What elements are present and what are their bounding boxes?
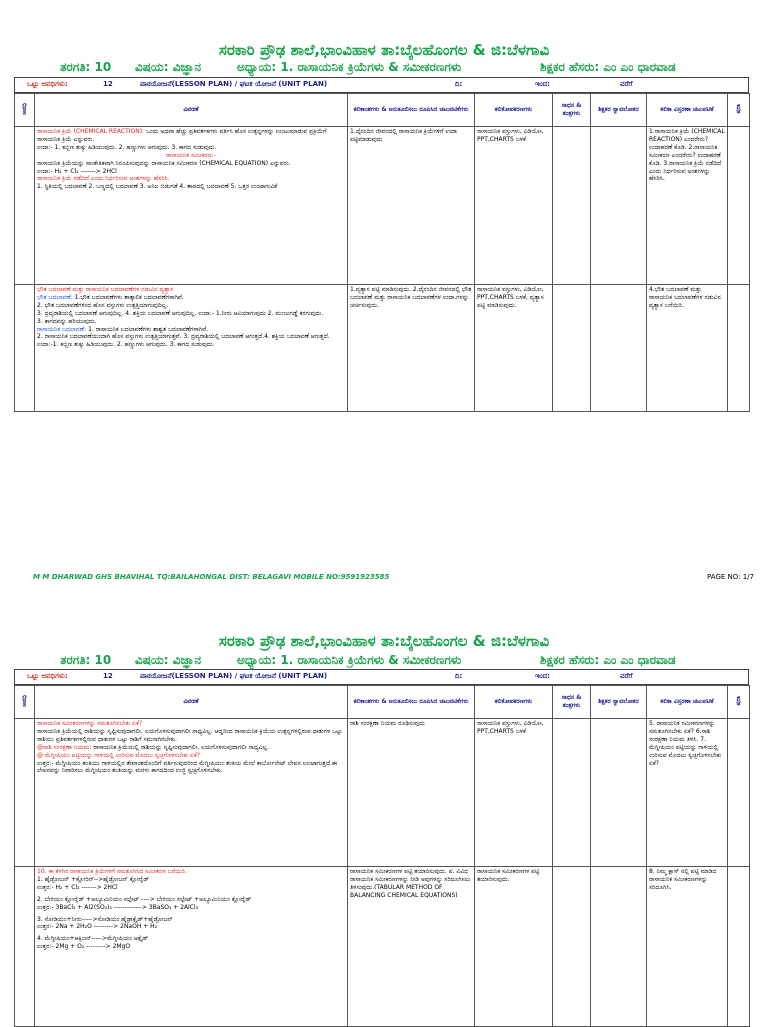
lesson-plan-table (14, 685, 750, 1027)
chapter-label: ಅಧ್ಯಾಯ: 1. ರಾಸಾಯನಿಕ ಕ್ರಿಯೆಗಳು & ಸಮೀಕರಣಗಳು (237, 60, 462, 74)
periods-value: 12 (103, 80, 113, 88)
plan-label: ಪಾಠಯೋಜನೆ(LESSON PLAN) / ಘಟಕ ಯೋಜನೆ (UNIT PLAN) (140, 80, 328, 88)
plan-label: ಪಾಠಯೋಜನೆ(LESSON PLAN) / ಘಟಕ ಯೋಜನೆ (UNIT PLAN) (140, 672, 328, 680)
col-header-tools: ಸಾಧನ & ತಂತ್ರಗಳು (553, 686, 591, 719)
col-header-details: ವಿವರಣೆ (35, 94, 348, 127)
activities-cell: 1.ವ್ಯತ್ಯಾಸ ಪಟ್ಟಿ ಮಾಡಿಸುವುದು. 2.ದೈನಂದಿನ ಜೀವನದಲ್ಲಿ ಭೌತ ಬದಲಾವಣೆ ಮತ್ತು ರಾಸಾಯನಿಕ ಬದಲಾವಣೆಗಳ ಉದಾ.ಗಳನ್ನು ಚರ್ಚಿಸುವುದು. (348, 285, 475, 412)
outcomes-cell: ರಾಸಾಯನಿಕ ವಸ್ತುಗಳು, ವಿಡಿಯೋ, PPT,CHARTS ಬಳಕೆ (475, 127, 553, 285)
extension-cell: 1.ರಾಸಾಯನಿಕ ಕ್ರಿಯೆ (CHEMICAL REACTION) ಎಂದರೇನು? ಉದಾಹರಣೆ ಕೊಡಿ. 2.ರಾಸಾಯನಿಕ ಸಮೀಕರಣ ಎಂದರೇನು? ಉದಾಹರಣೆ ಕೊಡಿ. 3.ರಾಸಾಯನಿಕ ಕ್ರಿಯೆ ನಡೆದಿದೆ ಎಂದು ನಿರ್ಧರಿಸುವ ಅಂಶಗಳನ್ನು ಹೆಸರಿಸಿ. (647, 127, 728, 285)
details-cell: ರಾಸಾಯನಿಕ ಕ್ರಿಯೆ (CHEMICAL REACTION): ಒಂದು ಅಥವಾ ಹೆಚ್ಚು ಪ್ರತಿವರ್ತಕಗಳು ವರ್ತಿಸಿ ಹೊಸ ಉತ್ಪನ್ನಗಳನ್ನು ಉಂಟುಮಾಡುವ ಪ್ರಕ್ರಿಯೆಗೆ ರಾಸಾಯನಿಕ ಕ್ರಿಯೆ ಎನ್ನುವರು. ಉದಾ:- 1. ಕಬ್ಬಿಣ ತುಕ್ಕು ಹಿಡಿಯುವುದು. 2. ಹಣ್ಣುಗಳು ಆಗುವುದು. 3. ಕಾಗದ ಸುಡುವುದು. ರಾಸಾಯನಿಕ ಸಮೀಕರಣ:- ರಾಸಾಯನಿಕ ಕ್ರಿಯೆಯನ್ನು ಸಾಂಕೇತಿಕವಾಗಿ ನಿರೂಪಿಸುವುದನ್ನು ರಾಸಾಯನಿಕ ಸಮೀಕರಣ (CHEMICAL EQUATION) ಎನ್ನುವರು. ಉದಾ:- H₂ + Cl₂ -------> 2HCl ರಾಸಾಯನಿಕ ಕ್ರಿಯೆ ನಡೆದಿದೆ ಎಂದು ನಿರ್ಧರಿಸುವ ಅಂಶಗಳನ್ನು ಹೆಸರಿಸಿ. 1. ಸ್ಥಿತಿಯಲ್ಲಿ ಬದಲಾವಣೆ 2. ಬಣ್ಣದಲ್ಲಿ ಬದಲಾವಣೆ 3. ಅನಿಲ ಬಿಡುಗಡೆ 4. ತಾಪದಲ್ಲಿ ಬದಲಾವಣೆ 5. ಒತ್ತರ ಉಂಟಾಗುವಿಕೆ (35, 127, 348, 285)
period-cell (15, 719, 35, 867)
table-header-row (15, 686, 750, 719)
col-header-remarks: ಷರಾ (728, 94, 750, 127)
col-header-reflection: ಶಿಕ್ಷಕರ ಸ್ವಾವಲೋಕನ (591, 686, 647, 719)
activities-cell: ರಾಶಿ ಸಂರಕ್ಷಣಾ ನಿಯಮ ರೂಢಿಸುವುದು (348, 719, 475, 867)
activities-cell: ರಾಸಾಯನಿಕ ಸಮೀಕರಣಗಳ ಪಟ್ಟಿ ತಯಾರಿಸುವುದು. ಪ. ವಿವಿಧ ರಾಸಾಯನಿಕ ಸಮೀಕರಣಗಳನ್ನು ನೀಡಿ ಅವುಗಳನ್ನು ಸರಿದೂಗಿಸಲು ತಿಳಿಸುವುದು.(TABULAR METHOD OF BALANCING CHEMICAL EQUATIONS) (348, 867, 475, 1027)
activities-cell: 1.ದೈನಂದಿನ ಜೀವನದಲ್ಲಿ ರಾಸಾಯನಿಕ ಕ್ರಿಯೆಗಳಿಗೆ ಉದಾ ಪಟ್ಟಿಮಾಡುವುದು (348, 127, 475, 285)
info-bar (14, 77, 749, 93)
from-label: ಇಂದ: (535, 80, 550, 88)
tools-cell (553, 867, 591, 1027)
teacher-label: ಶಿಕ್ಷಕರ ಹೆಸರು: ಎಂ ಎಂ ಧಾರವಾಡ (540, 653, 676, 667)
details-cell: 10. ಈ ಕೆಳಗಿನ ರಾಸಾಯನಿಕ ಕ್ರಿಯೆಗಳಿಗೆ ಸಮತೂಗಿಸಿದ ಸಮೀಕರಣ ಬರೆಯಿರಿ. 1. ಹೈಡ್ರೋಜನ್ +ಕ್ಲೋರಿನ್-->ಹೈಡ್ರೋಜನ್ ಕ್ಲೋರೈಡ್ ಉತ್ತರ:- H₂ + Cl₂ -------> 2HCl 2. ಬೇರಿಯಂ ಕ್ಲೋರೈಡ್ +ಅಲ್ಯೂಮಿನಿಯಂ ಸಲ್ಫೇಟ್ ----> ಬೇರಿಯಂ ಸಲ್ಫೇಟ್ +ಅಲ್ಯೂಮಿನಿಯಂ ಕ್ಲೋರೈಡ್ ಉತ್ತರ:- 3BaCl₂ + Al2(SO₄)₃ -------------> 3BaSO₄ + 2AlCl₃ 3. ಸೋಡಿಯಂ+ನೀರು----->ಸೋಡಿಯಂ ಹೈಡ್ರಾಕ್ಸೈಡ್+ಹೈಡ್ರೋಜನ್ ಉತ್ತರ:- 2Na + 2H₂O ---------> 2NaOH + H₂ 4. ಮೆಗ್ನೀಷಿಯಂ+ಆಕ್ಸಿಜನ್----->ಮೆಗ್ನೀಷಿಯಂ ಆಕ್ಸೈಡ್ ಉತ್ತರ:- 2Mg + O₂ ---------> 2MgO (35, 867, 348, 1027)
col-header-activities: ಕಲಿಕಾಂಶಗಳು & ಅನುಕೂಲಿಸಲು ರೂಪಿಸಿದ ಚಟುವಟಿಕೆಗಳು (348, 686, 475, 719)
table-header-row (15, 94, 750, 127)
periods-value: 12 (103, 672, 113, 680)
periods-label: ಒಟ್ಟು ಅವಧಿಗಳು: (27, 672, 68, 680)
school-title: ಸರಕಾರಿ ಪ್ರೌಢ ಶಾಲೆ,ಭಾಂವಿಹಾಳ ತಾ:ಬೈಲಹೊಂಗಲ & ಜಿ:ಬೆಳಗಾವಿ (218, 41, 550, 59)
period-cell (15, 127, 35, 285)
subject-label: ವಿಷಯ: ವಿಜ್ಞಾನ (135, 653, 202, 667)
remarks-cell (728, 285, 750, 412)
col-header-extension: ಕಲಿಕಾ ವಿಸ್ತರಣಾ ಚಟುವಟಿಕೆ (647, 686, 728, 719)
reflection-cell (591, 867, 647, 1027)
col-header-outcomes: ಕಲಿಕೋಪಕರಣಗಳು (475, 686, 553, 719)
outcomes-cell: ರಾಸಾಯನಿಕ ಸಮೀಕರಣಗಳ ಪಟ್ಟಿ ತಯಾರಿಸುವುದು. (475, 867, 553, 1027)
tools-cell (553, 719, 591, 867)
school-title: ಸರಕಾರಿ ಪ್ರೌಢ ಶಾಲೆ,ಭಾಂವಿಹಾಳ ತಾ:ಬೈಲಹೊಂಗಲ & ಜಿ:ಬೆಳಗಾವಿ (218, 632, 550, 650)
extension-cell: 4.ಭೌತ ಬದಲಾವಣೆ ಮತ್ತು ರಾಸಾಯನಿಕ ಬದಲಾವಣೆಗಳ ನಡುವಿನ ವ್ಯತ್ಯಾಸ ಬರೆಯಿರಿ. (647, 285, 728, 412)
extension-cell: 5. ರಾಸಾಯನಿಕ ಸಮೀಕರಣಗಳನ್ನು ಸಮತೂಗಿಸಬೇಕು ಏಕೆ? 6.ರಾಶಿ ಸಂರಕ್ಷಣಾ ನಿಯಮ ತಿಳಿಸಿ. 7. ಮೆಗ್ನೀಷಿಯಂ ಪಟ್ಟಿಯನ್ನು ಗಾಳಿಯಲ್ಲಿ ಉರಿಸುವ ಮೊದಲು ಸ್ವಚ್ಛಗೊಳಿಸಬೇಕು ಏಕೆ? (647, 719, 728, 867)
class-label: ತರಗತಿ: 10 (60, 60, 112, 74)
reflection-cell (591, 285, 647, 412)
date-label: ದಿ: (455, 672, 463, 680)
table-row (15, 867, 750, 1027)
from-label: ಇಂದ: (535, 672, 550, 680)
lesson-plan-table (14, 93, 750, 412)
subject-label: ವಿಷಯ: ವಿಜ್ಞಾನ (135, 60, 202, 74)
col-header-reflection: ಶಿಕ್ಷಕರ ಸ್ವಾವಲೋಕನ (591, 94, 647, 127)
details-cell: ರಾಸಾಯನಿಕ ಸಮೀಕರಣಗಳನ್ನು ಸಮತೂಗಿಸಬೇಕು ಏಕೆ? ರಾಸಾಯನಿಕ ಕ್ರಿಯೆಯಲ್ಲಿ ರಾಶಿಯನ್ನು ಸೃಷ್ಟಿಸುವುದಾಗಲೀ, ಲಯಗೊಳಿಸುವುದಾಗಲೀ ಸಾಧ್ಯವಿಲ್ಲ. ಆದ್ದರಿಂದ ರಾಸಾಯನಿಕ ಕ್ರಿಯೆಯ ಉತ್ಪನ್ನಗಳಲ್ಲಿರುವ ಧಾತುಗಳ ಒಟ್ಟು ರಾಶಿಯು ಪ್ರತಿವರ್ತಕಗಳಲ್ಲಿರುವ ಧಾತುಗಳ ಒಟ್ಟು ರಾಶಿಗೆ ಸಮನಾಗಿರಬೇಕು. @ರಾಶಿ ಸಂರಕ್ಷಣಾ ನಿಯಮ: ರಾಸಾಯನಿಕ ಕ್ರಿಯೆಯಲ್ಲಿ ರಾಶಿಯನ್ನು ಸೃಷ್ಟಿಸುವುದಾಗಲೀ, ಲಯಗೊಳಿಸುವುದಾಗಲೀ ಸಾಧ್ಯವಿಲ್ಲ. @ ಮೆಗ್ನೀಷಿಯಂ ಪಟ್ಟಿಯನ್ನು ಗಾಳಿಯಲ್ಲಿ ಉರಿಸುವ ಮೊದಲು ಸ್ವಚ್ಛಗೊಳಿಸಬೇಕು ಏಕೆ? ಉತ್ತರ:- ಮೆಗ್ನೀಷಿಯಂ ತಂತಿಯು ಗಾಳಿಯಲ್ಲಿನ ತೇವಾಂಶದೊಂದಿಗೆ ವರ್ತಿಸುವುದರಿಂದ ಮೆಗ್ನೀಷಿಯಂ ತಂತಿಯ ಮೇಲೆ ಕಾರ್ಬೋನೇಟ್ ಲೇಪನ ಉಂಟಾಗುತ್ತದೆ.ಈ ಲೇಪನವನ್ನು ನಿವಾರಿಸಲು ಮೆಗ್ನೀಷಿಯಂ ತಂತಿಯನ್ನು ಮರಳು ಕಾಗದದಿಂದ ಉಜ್ಜಿ ಸ್ವಚ್ಛಗೊಳಿಸಬೇಕು. (35, 719, 348, 867)
col-header-remarks: ಷರಾ (728, 686, 750, 719)
to-label: ವರೆಗೆ (620, 672, 633, 680)
col-header-extension: ಕಲಿಕಾ ವಿಸ್ತರಣಾ ಚಟುವಟಿಕೆ (647, 94, 728, 127)
tools-cell (553, 285, 591, 412)
col-header-details: ವಿವರಣೆ (35, 686, 348, 719)
tools-cell (553, 127, 591, 285)
col-header-outcomes: ಕಲಿಕೋಪಕರಣಗಳು (475, 94, 553, 127)
to-label: ವರೆಗೆ (620, 80, 633, 88)
details-cell: ಭೌತ ಬದಲಾವಣೆ ಮತ್ತು ರಾಸಾಯನಿಕ ಬದಲಾವಣೆಗಳ ನಡುವಿನ ವ್ಯತ್ಯಾಸ ಭೌತ ಬದಲಾವಣೆ: 1.ಭೌತ ಬದಲಾವಣೆಗಳು ತಾತ್ಕಾಲಿಕ ಬದಲಾವಣೆಗಳಾಗಿವೆ. 2. ಭೌತ ಬದಲಾವಣೆಗಳಿಂದ ಹೊಸ ವಸ್ತುಗಳು ಉತ್ಪತ್ತಿಯಾಗುವುದಿಲ್ಲ. 3. ದ್ರವ್ಯರಾಶಿಯಲ್ಲಿ ಬದಲಾವಣೆ ಆಗುವುದಿಲ್ಲ. 4. ಶಕ್ತಿಯ ಬದಲಾವಣೆ ಆಗುವುದಿಲ್ಲ. ಉದಾ:- 1.ನೀರು ಆವಿಯಾಗುವುದು 2. ಮಂಜುಗಡ್ಡೆ ಕರಗುವುದು. 3. ಕಾಗದವನ್ನು ಹರಿಯುವುದು. ರಾಸಾಯನಿಕ ಬದಲಾವಣೆ: 1. ರಾಸಾಯನಿಕ ಬದಲಾವಣೆಗಳು ಶಾಶ್ವತ ಬದಲಾವಣೆಗಳಾಗಿವೆ. 2. ರಾಸಾಯನಿಕ ಬದಲಾವಣೆಯಿಂದಾಗಿ ಹೊಸ ವಸ್ತುಗಳು ಉತ್ಪತ್ತಿಯಾಗುತ್ತವೆ. 3. ದ್ರವ್ಯರಾಶಿಯಲ್ಲಿ ಬದಲಾವಣೆ ಆಗುತ್ತದೆ.4. ಶಕ್ತಿಯ ಬದಲಾವಣೆ ಆಗುತ್ತದೆ. ಉದಾ:-1. ಕಬ್ಬಿಣ ತುಕ್ಕು ಹಿಡಿಯುವುದು. 2. ಹಣ್ಣುಗಳು ಆಗುವುದು. 3. ಕಾಗದ ಸುಡುವುದು. (35, 285, 348, 412)
remarks-cell (728, 867, 750, 1027)
col-header-period: ಅವಧಿ (15, 94, 35, 127)
date-label: ದಿ: (455, 80, 463, 88)
table-row (15, 127, 750, 285)
teacher-label: ಶಿಕ್ಷಕರ ಹೆಸರು: ಎಂ ಎಂ ಧಾರವಾಡ (540, 60, 676, 74)
footer-author: M M DHARWAD GHS BHAVIHAL TQ:BAILAHONGAL DIST: BELAGAVI MOBILE NO:9591923585 (33, 573, 390, 581)
reflection-cell (591, 127, 647, 285)
reflection-cell (591, 719, 647, 867)
table-row (15, 719, 750, 867)
col-header-tools: ಸಾಧನ & ತಂತ್ರಗಳು (553, 94, 591, 127)
col-header-activities: ಕಲಿಕಾಂಶಗಳು & ಅನುಕೂಲಿಸಲು ರೂಪಿಸಿದ ಚಟುವಟಿಕೆಗಳು (348, 94, 475, 127)
col-header-period: ಅವಧಿ (15, 686, 35, 719)
outcomes-cell: ರಾಸಾಯನಿಕ ವಸ್ತುಗಳು, ವಿಡಿಯೋ, PPT,CHARTS ಬಳಕೆ (475, 719, 553, 867)
period-cell (15, 285, 35, 412)
extension-cell: 8. ನಿಮ್ಮ ಕ್ಲಾಸ್ ನಲ್ಲಿ ಪಟ್ಟಿ ಮಾಡಿದ ರಾಸಾಯನಿಕ ಸಮೀಕರಣಗಳನ್ನು ಸರಿದೂಗಿಸಿ. (647, 867, 728, 1027)
info-bar (14, 669, 749, 685)
outcomes-cell: ರಾಸಾಯನಿಕ ವಸ್ತುಗಳು, ವಿಡಿಯೋ, PPT,CHARTS ಬಳಕೆ, ವ್ಯತ್ಯಾಸ ಪಟ್ಟಿ ಮಾಡಿಸುವುದು. (475, 285, 553, 412)
period-cell (15, 867, 35, 1027)
table-row (15, 285, 750, 412)
remarks-cell (728, 127, 750, 285)
class-label: ತರಗತಿ: 10 (60, 653, 112, 667)
periods-label: ಒಟ್ಟು ಅವಧಿಗಳು: (27, 80, 68, 88)
remarks-cell (728, 719, 750, 867)
footer-page-number: PAGE NO: 1/7 (707, 573, 754, 581)
chapter-label: ಅಧ್ಯಾಯ: 1. ರಾಸಾಯನಿಕ ಕ್ರಿಯೆಗಳು & ಸಮೀಕರಣಗಳು (237, 653, 462, 667)
